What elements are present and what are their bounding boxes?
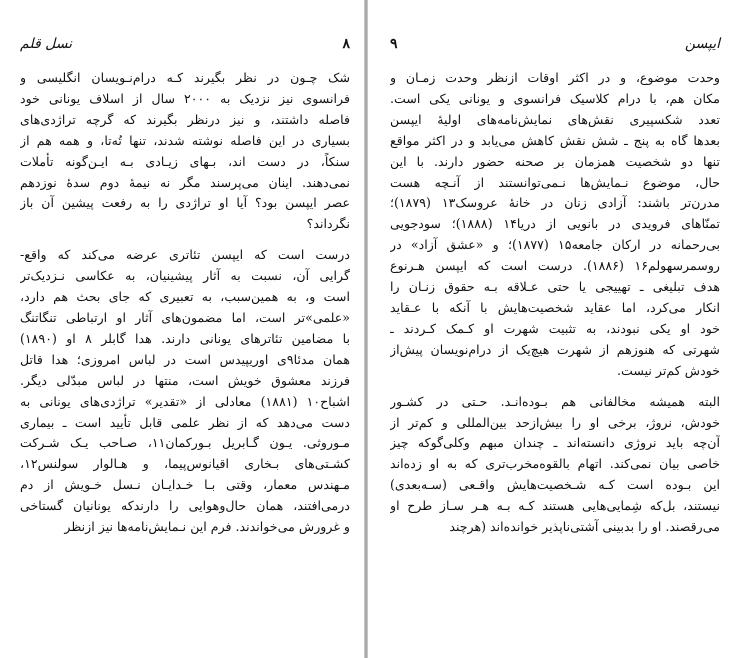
text-line: و غرورش می‌خواندند. فرم این نـمایش‌نامه‌ها نیز ازنظر <box>64 519 350 535</box>
text-line: بعدها گاه به پنج ـ شش نقش کاهش می‌یابد و در اکثر مواقع <box>390 132 720 148</box>
text-line: وحدت موضوع، و در اکثر اوقات ازنظر وحدت زمـان و <box>390 70 720 85</box>
text-line: کشـتی‌های بـخاری اقیانوس‌پیما، و هـالوار سولنس۱۲، <box>20 456 350 472</box>
text-line: خودش، نروژ، برخی او را بیش‌ازحد بین‌المللی و کم‌تر از <box>390 414 720 430</box>
right-page <box>390 36 720 538</box>
running-title: ایپسن <box>684 36 720 52</box>
text-line: با مضامین تئاترهای یونانی دارند. هدا گابلر ۸ او (۱۸۹۰) <box>20 330 350 346</box>
text-line: خود او یکی نبودند، به تثبیت شهرت او کـمک کـردند ـ <box>390 320 720 336</box>
text-line: شهرتی که هنوزهم از شهرت هیچ‌یک از درام‌نویسان پیش‌از <box>390 341 720 357</box>
text-line: بی‌رحمانه در ارکان جامعه۱۵ (۱۸۷۷)؛ و «عشق آزاد» در <box>390 237 720 253</box>
text-line: مـوروثی. یـون گـابریل بـورکمان۱۱، صـاحب یـک شـرکت <box>20 435 350 451</box>
text-line: «علمی»تر است، اما مضمون‌های آثار او ارتباطی تنگاتنگ <box>20 309 350 325</box>
text-line: است و، به همین‌سبب، به تعبیری که جای بحث هم دارد، <box>20 289 350 305</box>
book-gutter <box>364 0 368 658</box>
text-line: مـهندس معمار، وقتی بـا خـدایـان نـسل خـویش از دم <box>20 477 350 493</box>
text-line: حال، موضوع نـمایش‌ها نـمی‌توانستند از آنـچه هست <box>390 174 720 190</box>
text-line: البته همیشه مخالفانی هم بـوده‌انـد. حـتی در کشـور <box>390 393 720 409</box>
text-line: سنکاً، در دست اند، بـهای زیـادی بـه ایـن‌گونه تأملات <box>20 153 350 169</box>
text-line: تنها دو شخصیت همزمان بر صحنه حضور دارند. با این <box>390 153 720 169</box>
paragraph-break <box>20 235 350 245</box>
left-page <box>20 36 350 538</box>
text-line: دست می‌دهد که از نظر علمی قابل تأیید است ـ بیماری <box>20 414 350 430</box>
text-line: مدرن‌تر باشند: آزادی زنان در خانهٔ عروسک۱۳ (۱۸۷۹)؛ <box>390 195 720 211</box>
text-line: مکان هم، با درام کلاسیک فرانسوی و یونانی یکی است. <box>390 90 720 106</box>
text-line: نمی‌دهند. اینان می‌پرسند مگر نه نیمهٔ دوم سدهٔ نوزدهم <box>20 174 350 190</box>
paragraph-break <box>390 382 720 392</box>
text-line: روسمرسهولم۱۶ (۱۸۸۶). درست است که ایپسن هـرنوع <box>390 258 720 274</box>
text-line: می‌رقصند. او را بدبینی آشتی‌ناپذیر خوانده‌اند (هرچند <box>449 519 720 535</box>
text-line: نیستند، بل‌که شِمایی‌هایی هستند کـه بـه هـر سـاز طرح او <box>390 498 720 514</box>
text-line: خودش کم‌تر نیست. <box>616 362 720 378</box>
text-line: تمنّاهای فرویدی در بانویی از دریا۱۴ (۱۸۸۸)؛ سودجویی <box>390 216 720 232</box>
text-line: گرایی آن، نسبت به آثار پیشینیان، به عکاسی نـزدیک‌تر <box>20 268 350 284</box>
right-page-header <box>390 36 720 58</box>
text-line: شک چـون در نظر بگیرند کـه درام‌نـویسان انگلیسی و <box>20 70 350 85</box>
text-line: عصر ایپسن بود؟ آیا او تراژدی را به رفعت پیشین آن باز <box>20 195 350 211</box>
text-line: آن‌چه باید نروژی دانسته‌اند ـ چندان مبهم وکلی‌گوکه چیز <box>390 435 720 451</box>
text-line: بسیاری در این فاصله نوشته شدند، تنها تُه‌تا، و همه‌ هم از <box>20 132 350 148</box>
left-page-header <box>20 36 350 58</box>
text-line: فرانسوی نیز نزدیک به ۲۰۰۰ سال از اسلاف یونانی خود <box>20 90 350 106</box>
text-line: نگرداند؟ <box>306 216 350 232</box>
right-page-body <box>390 68 720 538</box>
text-line: فرزند معشوق خویش است، منتها در لباس مبدّلی دیگر. <box>20 372 350 388</box>
text-line: تعدد شکسپیری نقش‌های نمایش‌نامه‌های اولیهٔ ایپسن <box>390 111 720 127</box>
text-line: درمی‌افتند، همان حال‌وهوایی را دارندکه یونانیان گستاخی <box>20 498 350 514</box>
text-line: خاصی بیان نمی‌کند. اتهام بالقوه‌مخرب‌تری که به او زده‌اند <box>390 456 720 472</box>
text-line: درست است که ایپسن تئاتری عرضه می‌کند که واقع‌- <box>20 247 350 263</box>
running-title: نسل قلم <box>20 36 73 52</box>
text-line: انکار می‌کرد، اما عقاید شخصیت‌هایش با آنکه با عـقاید <box>390 299 720 315</box>
text-line: این بـوده است کـه شـخصیت‌هایش واقـعی (سـه‌بعدی) <box>390 477 720 493</box>
left-page-body <box>20 68 350 538</box>
page-number: ۹ <box>390 36 398 52</box>
text-line: اشباح۱۰ (۱۸۸۱) معادلی از «تقدیر» تراژدی‌های یونانی به <box>20 393 350 409</box>
text-line: همان مدئا۹ی اوریپیدس است در لباس امروزی؛ هدا قاتل <box>20 351 350 367</box>
page-number: ۸ <box>342 36 350 52</box>
text-line: فاصله داشتند، و نیز درنظر بگیرند که گرچه تراژدی‌های <box>20 111 350 127</box>
text-line: هدف تبلیغی ـ تهییجی یا حتی عـلاقه بـه حقوق زنـان را <box>390 279 720 295</box>
